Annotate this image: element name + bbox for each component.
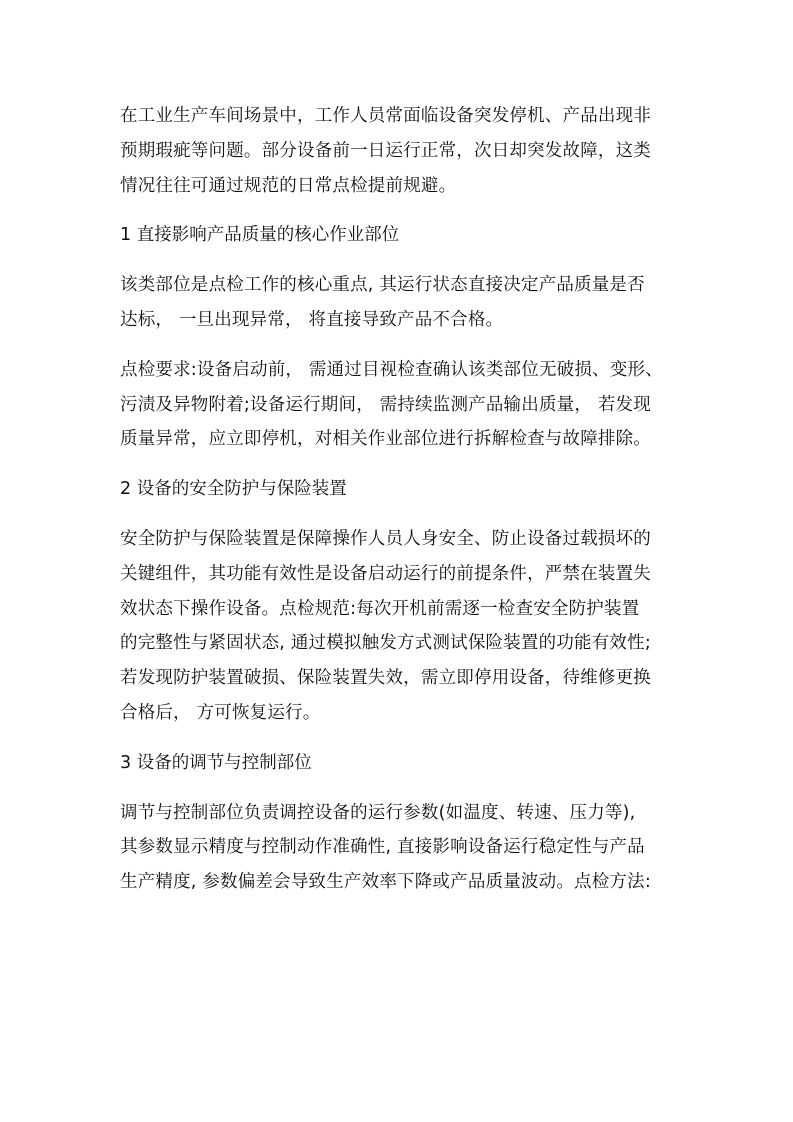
- section-heading-1: 1 直接影响产品质量的核心作业部位: [120, 225, 400, 246]
- text-line: 安全防护与保险装置是保障操作人员人身安全、防止设备过载损坏的: [120, 528, 651, 549]
- text-line: 生产精度, 参数偏差会导致生产效率下降或产品质量波动。点检方法:: [120, 872, 651, 893]
- text-line: 效状态下操作设备。点检规范:每次开机前需逐一检查安全防护装置: [120, 598, 640, 619]
- intro-paragraph: [120, 99, 680, 203]
- text-line: 的完整性与紧固状态, 通过模拟触发方式测试保险装置的功能有效性;: [120, 633, 651, 654]
- section-heading-2: 2 设备的安全防护与保险装置: [120, 479, 347, 500]
- text-line: 调节与控制部位负责调控设备的运行参数(如温度、转速、压力等),: [120, 802, 636, 823]
- text-line: 合格后， 方可恢复运行。: [120, 702, 321, 723]
- text-line: 质量异常，应立即停机，对相关作业部位进行拆解检查与故障排除。: [120, 429, 651, 450]
- text-line: 关键组件，其功能有效性是设备启动运行的前提条件，严禁在装置失: [120, 563, 651, 584]
- text-line: 污渍及异物附着;设备运行期间， 需持续监测产品输出质量， 若发现: [120, 394, 651, 415]
- section-1-requirements: [120, 353, 680, 457]
- section-2-description: [120, 522, 680, 731]
- text-line: 点检要求:设备启动前， 需通过目视检查确认该类部位无破损、变形、: [120, 359, 663, 380]
- section-3-description: [120, 796, 680, 900]
- section-1-description: [120, 268, 680, 338]
- section-heading-3: 3 设备的调节与控制部位: [120, 752, 312, 773]
- text-line: 在工业生产车间场景中，工作人员常面临设备突发停机、产品出现非: [120, 106, 651, 126]
- text-line: 其参数显示精度与控制动作准确性, 直接影响设备运行稳定性与产品: [120, 837, 645, 858]
- text-line: 达标， 一旦出现异常， 将直接导致产品不合格。: [120, 309, 504, 330]
- text-line: 情况往往可通过规范的日常点检提前规避。: [120, 175, 457, 196]
- document-body: [120, 99, 680, 915]
- text-line: 该类部位是点检工作的核心重点, 其运行状态直接决定产品质量是否: [120, 275, 645, 296]
- text-line: 若发现防护装置破损、保险装置失效，需立即停用设备，待维修更换: [120, 668, 651, 689]
- text-line: 预期瑕疵等问题。部分设备前一日运行正常，次日却突发故障，这类: [120, 140, 651, 161]
